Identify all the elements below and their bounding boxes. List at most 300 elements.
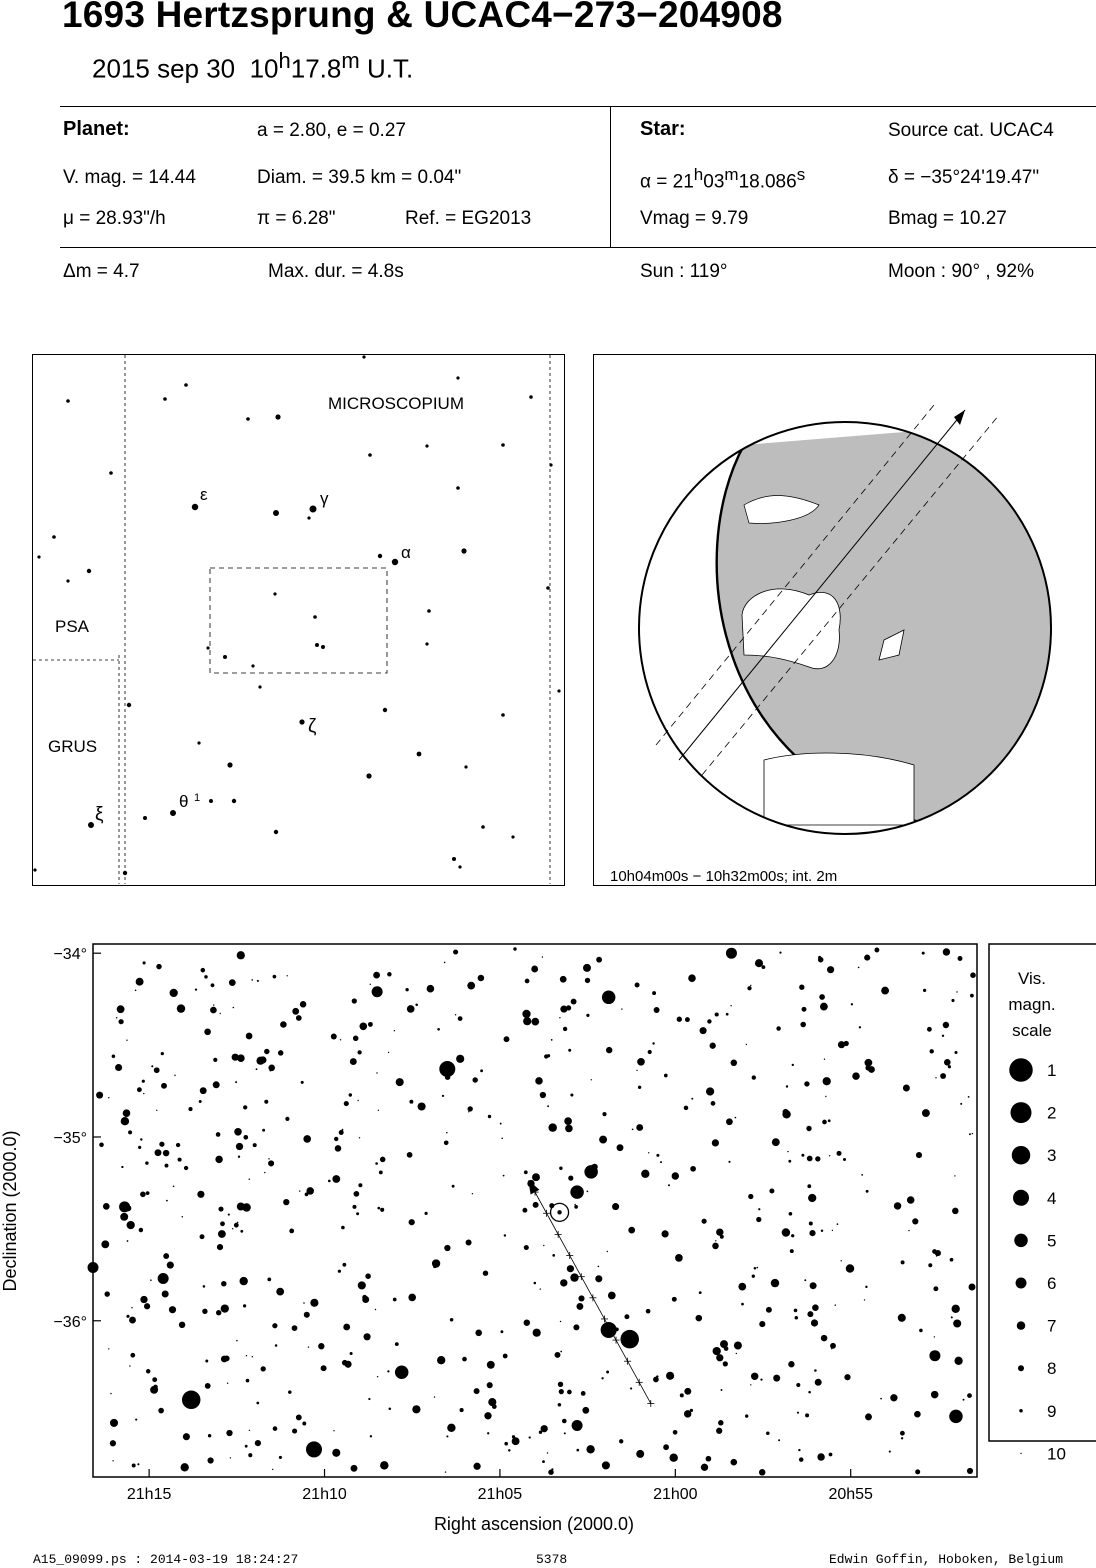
field-star bbox=[362, 1296, 369, 1303]
field-star bbox=[170, 989, 178, 997]
field-star bbox=[567, 1390, 572, 1395]
field-star bbox=[388, 1052, 389, 1053]
x-axis-label: Right ascension (2000.0) bbox=[433, 1514, 635, 1534]
field-star bbox=[425, 1212, 428, 1215]
bright-star bbox=[949, 1410, 963, 1424]
field-star bbox=[710, 1043, 716, 1049]
field-star bbox=[205, 1360, 208, 1363]
field-star bbox=[351, 1465, 358, 1472]
field-star bbox=[663, 1444, 669, 1450]
finder-star bbox=[163, 397, 167, 401]
finder-star bbox=[452, 857, 456, 861]
field-star bbox=[303, 1302, 305, 1304]
field-star bbox=[755, 959, 763, 967]
field-star bbox=[230, 1457, 231, 1458]
field-star bbox=[706, 1456, 712, 1462]
field-star bbox=[677, 1017, 682, 1022]
field-star bbox=[935, 1077, 936, 1078]
field-star bbox=[691, 1098, 693, 1100]
field-star bbox=[270, 1070, 272, 1072]
field-star bbox=[248, 1453, 252, 1457]
finder-star bbox=[33, 868, 36, 871]
field-star bbox=[972, 1133, 973, 1134]
field-star bbox=[532, 1173, 540, 1181]
field-star bbox=[654, 1007, 660, 1013]
field-star bbox=[799, 985, 804, 990]
field-star bbox=[922, 952, 925, 955]
field-star bbox=[492, 1404, 497, 1409]
field-star bbox=[851, 1003, 853, 1005]
legend-dot bbox=[1018, 1365, 1024, 1371]
finder-star bbox=[392, 559, 398, 565]
field-star bbox=[142, 1080, 145, 1083]
field-star bbox=[828, 1119, 831, 1122]
field-star bbox=[748, 1194, 753, 1199]
field-star bbox=[576, 1303, 583, 1310]
star-label-zeta: ζ bbox=[308, 716, 317, 737]
field-star bbox=[455, 1014, 456, 1015]
magnitude-legend-frame bbox=[989, 944, 1096, 1441]
field-star bbox=[184, 1166, 188, 1170]
field-star bbox=[865, 1286, 867, 1288]
field-star bbox=[130, 1353, 135, 1358]
field-star bbox=[218, 1207, 223, 1212]
x-tick-label: 21h00 bbox=[653, 1486, 698, 1503]
field-star bbox=[922, 1109, 930, 1117]
field-star bbox=[831, 1348, 832, 1349]
field-star bbox=[630, 1387, 632, 1389]
field-star bbox=[738, 1283, 746, 1291]
finder-star bbox=[143, 816, 147, 820]
field-star bbox=[165, 1164, 169, 1168]
finder-star bbox=[66, 579, 69, 582]
x-tick-label: 20h55 bbox=[828, 1486, 873, 1503]
field-star bbox=[140, 1296, 147, 1303]
field-star bbox=[560, 976, 567, 983]
field-star bbox=[968, 1096, 970, 1098]
field-star bbox=[821, 1229, 823, 1231]
field-star bbox=[821, 1335, 827, 1341]
field-star bbox=[201, 968, 206, 973]
field-star bbox=[852, 1072, 860, 1080]
field-star bbox=[638, 1086, 641, 1089]
field-star bbox=[272, 1323, 277, 1328]
field-star bbox=[814, 1369, 817, 1372]
finder-star bbox=[511, 835, 514, 838]
field-star bbox=[445, 1471, 446, 1472]
field-star bbox=[846, 1264, 854, 1272]
field-star bbox=[635, 983, 640, 988]
field-star bbox=[795, 1316, 799, 1320]
field-star bbox=[804, 1279, 806, 1281]
finder-star bbox=[501, 713, 505, 717]
earth-globe bbox=[594, 355, 1094, 884]
field-star bbox=[690, 1166, 696, 1172]
field-star bbox=[237, 1203, 245, 1211]
header-divider bbox=[610, 106, 611, 247]
field-star bbox=[377, 1376, 378, 1377]
field-star bbox=[747, 986, 751, 990]
field-star bbox=[866, 1190, 869, 1193]
field-star bbox=[368, 1398, 370, 1400]
field-star bbox=[832, 1230, 833, 1231]
field-star bbox=[167, 1262, 174, 1269]
globe-panel bbox=[593, 354, 1096, 886]
field-star bbox=[890, 1394, 897, 1401]
field-star bbox=[243, 1105, 247, 1109]
legend-title-line: Vis. bbox=[1017, 969, 1047, 988]
field-star bbox=[547, 1452, 548, 1453]
field-star bbox=[837, 1223, 839, 1225]
field-star bbox=[358, 1183, 362, 1187]
footer-author: Edwin Goffin, Hoboken, Belgium bbox=[829, 1552, 1064, 1567]
field-star bbox=[568, 1176, 573, 1181]
field-star bbox=[898, 1314, 906, 1322]
field-star bbox=[715, 1240, 716, 1241]
bright-star bbox=[439, 1061, 455, 1077]
field-star bbox=[660, 1161, 662, 1163]
field-star bbox=[688, 974, 696, 982]
field-star bbox=[285, 1117, 289, 1121]
bright-star bbox=[929, 1350, 940, 1361]
field-star bbox=[204, 975, 207, 978]
field-star bbox=[304, 1312, 310, 1318]
finder-star bbox=[87, 569, 91, 573]
field-star bbox=[359, 1022, 367, 1030]
field-star bbox=[796, 1383, 800, 1387]
field-star bbox=[256, 1068, 258, 1070]
field-star bbox=[702, 1219, 707, 1224]
field-star bbox=[963, 1399, 965, 1401]
field-star bbox=[233, 1007, 235, 1009]
field-star bbox=[129, 1365, 130, 1366]
field-star bbox=[621, 1008, 622, 1009]
field-star bbox=[332, 1175, 340, 1183]
field-star bbox=[942, 1035, 944, 1037]
field-star bbox=[226, 1430, 232, 1436]
field-star bbox=[706, 1087, 714, 1095]
field-star bbox=[868, 1066, 875, 1073]
field-star bbox=[758, 1208, 760, 1210]
field-star bbox=[365, 1273, 371, 1279]
planet-diameter: Diam. = 39.5 km = 0.04" bbox=[257, 167, 462, 188]
finder-star bbox=[368, 453, 372, 457]
star-ra-hours: α = 21 bbox=[640, 171, 694, 193]
field-star bbox=[778, 1439, 780, 1441]
field-star bbox=[393, 1298, 397, 1302]
field-star bbox=[375, 1309, 376, 1310]
field-star bbox=[782, 1228, 790, 1236]
field-star bbox=[531, 1018, 539, 1026]
finder-star bbox=[383, 708, 387, 712]
field-star bbox=[943, 1022, 949, 1028]
field-star bbox=[354, 1191, 360, 1197]
event-hour: 10 bbox=[249, 53, 279, 84]
star-source-catalog: Source cat. UCAC4 bbox=[888, 120, 1054, 141]
field-stars bbox=[96, 947, 976, 1475]
finder-star bbox=[66, 399, 70, 403]
field-star bbox=[151, 1065, 153, 1067]
field-star bbox=[568, 1049, 571, 1052]
field-star bbox=[700, 1027, 707, 1034]
field-star bbox=[948, 1065, 951, 1068]
field-star bbox=[138, 1146, 141, 1149]
field-star bbox=[268, 1158, 269, 1159]
field-star bbox=[562, 1419, 567, 1424]
field-star bbox=[150, 1386, 158, 1394]
field-star bbox=[903, 1085, 910, 1092]
field-star bbox=[200, 1234, 205, 1239]
field-star bbox=[797, 1412, 799, 1414]
field-star bbox=[249, 1178, 251, 1180]
event-timescale: U.T. bbox=[366, 53, 414, 84]
legend-title-line: scale bbox=[1012, 1021, 1052, 1040]
field-star bbox=[350, 1058, 357, 1065]
field-star bbox=[598, 1266, 600, 1268]
field-star bbox=[950, 1258, 954, 1262]
field-star bbox=[126, 1315, 129, 1318]
field-star bbox=[912, 1218, 918, 1224]
field-star bbox=[637, 1058, 645, 1066]
field-star bbox=[108, 1097, 109, 1098]
field-star bbox=[559, 1389, 564, 1394]
field-star bbox=[558, 1382, 563, 1387]
finder-star bbox=[184, 383, 188, 387]
field-star bbox=[487, 1432, 489, 1434]
field-star bbox=[500, 1330, 503, 1333]
field-star bbox=[409, 1100, 413, 1104]
field-star bbox=[712, 1139, 719, 1146]
field-star bbox=[238, 1156, 240, 1158]
field-star bbox=[156, 1110, 157, 1111]
field-star bbox=[178, 1158, 182, 1162]
finder-star bbox=[481, 825, 485, 829]
planet-motion: μ = 28.93"/h bbox=[63, 208, 166, 229]
field-star bbox=[112, 1460, 113, 1461]
finder-star bbox=[232, 799, 236, 803]
field-star bbox=[200, 1087, 207, 1094]
field-star bbox=[769, 1188, 774, 1193]
field-star bbox=[656, 1154, 659, 1157]
field-star bbox=[275, 1344, 278, 1347]
field-star bbox=[805, 1413, 809, 1417]
field-star bbox=[478, 975, 485, 982]
field-star bbox=[547, 1105, 549, 1107]
field-star bbox=[731, 1060, 738, 1067]
legend-title-line: magn. bbox=[1008, 995, 1056, 1014]
field-star bbox=[110, 1393, 111, 1394]
field-star bbox=[387, 972, 392, 977]
field-star bbox=[759, 1321, 765, 1327]
field-star bbox=[139, 1228, 143, 1232]
field-star bbox=[720, 1235, 724, 1239]
field-star bbox=[359, 1137, 360, 1138]
field-star bbox=[829, 1453, 833, 1457]
field-star bbox=[376, 1072, 377, 1073]
field-star bbox=[110, 1440, 116, 1446]
field-star bbox=[970, 972, 976, 978]
field-star bbox=[648, 1050, 652, 1054]
field-star bbox=[766, 1431, 770, 1435]
field-star bbox=[624, 1314, 629, 1319]
field-star bbox=[246, 1033, 253, 1040]
field-star bbox=[954, 1357, 962, 1365]
field-star bbox=[232, 1228, 233, 1229]
finder-star bbox=[197, 741, 200, 744]
field-star bbox=[901, 1437, 903, 1439]
field-star bbox=[407, 1152, 413, 1158]
field-star bbox=[954, 1175, 955, 1176]
field-star bbox=[807, 1156, 813, 1162]
field-star bbox=[140, 1191, 146, 1197]
field-star bbox=[726, 1013, 729, 1016]
finder-star bbox=[192, 504, 198, 510]
field-star bbox=[357, 1050, 361, 1054]
field-star bbox=[264, 1172, 265, 1173]
field-star bbox=[375, 1162, 378, 1165]
field-star bbox=[773, 1375, 780, 1382]
field-star bbox=[221, 1304, 229, 1312]
field-star bbox=[331, 1034, 337, 1040]
field-star bbox=[815, 1156, 820, 1161]
field-star bbox=[121, 1166, 123, 1168]
field-star bbox=[444, 962, 446, 964]
page-title: 1693 Hertzsprung & UCAC4−273−204908 bbox=[62, 0, 783, 35]
field-star bbox=[452, 1185, 455, 1188]
field-star bbox=[205, 1383, 211, 1389]
field-star bbox=[558, 1403, 562, 1407]
field-star bbox=[699, 1291, 702, 1294]
field-star bbox=[163, 1150, 169, 1156]
sun-elongation: Sun : 119° bbox=[640, 261, 728, 282]
star-label-alpha: α bbox=[401, 543, 411, 562]
field-star bbox=[800, 1022, 806, 1028]
field-star bbox=[646, 1309, 651, 1314]
star-bmag: Bmag = 10.27 bbox=[888, 208, 1007, 229]
planet-reference: Ref. = EG2013 bbox=[405, 208, 532, 229]
constellation-label: GRUS bbox=[48, 737, 98, 756]
field-star bbox=[437, 1356, 445, 1364]
field-star bbox=[433, 1265, 437, 1269]
legend-label: 5 bbox=[1047, 1231, 1057, 1251]
field-star bbox=[829, 1155, 830, 1156]
field-star bbox=[523, 1017, 531, 1025]
field-star bbox=[756, 1217, 761, 1222]
field-star bbox=[711, 1101, 716, 1106]
field-star bbox=[548, 1469, 553, 1474]
field-star bbox=[116, 1017, 118, 1019]
legend-label: 9 bbox=[1047, 1401, 1057, 1421]
field-star bbox=[864, 1299, 865, 1300]
field-star bbox=[349, 1093, 352, 1096]
field-star bbox=[612, 1203, 619, 1210]
field-star bbox=[462, 1357, 467, 1362]
field-star bbox=[472, 1193, 473, 1194]
finder-star bbox=[274, 830, 278, 834]
field-star bbox=[757, 1267, 759, 1269]
bright-star bbox=[570, 1185, 584, 1199]
y-tick-label: −34° bbox=[53, 946, 87, 964]
field-star bbox=[542, 956, 543, 957]
legend-dot bbox=[1009, 1058, 1033, 1082]
moon-info: Moon : 90° , 92% bbox=[888, 261, 1034, 282]
field-star bbox=[335, 1145, 342, 1152]
field-star bbox=[809, 1222, 813, 1226]
finder-star bbox=[127, 703, 131, 707]
field-star bbox=[513, 947, 516, 950]
field-star bbox=[146, 1191, 150, 1195]
field-star bbox=[350, 1352, 353, 1355]
field-star bbox=[177, 1004, 185, 1012]
y-axis-ticks bbox=[53, 946, 101, 1331]
field-star bbox=[394, 1030, 395, 1031]
field-star bbox=[220, 1221, 225, 1226]
field-star bbox=[817, 1453, 824, 1460]
field-star bbox=[395, 1342, 399, 1346]
field-star bbox=[958, 956, 963, 961]
field-star bbox=[272, 1469, 273, 1470]
field-star bbox=[251, 979, 253, 981]
field-star bbox=[332, 1449, 340, 1457]
field-star bbox=[952, 1305, 960, 1313]
field-star bbox=[474, 1388, 480, 1394]
field-star bbox=[668, 1184, 670, 1186]
field-star bbox=[179, 1322, 185, 1328]
legend-label: 1 bbox=[1047, 1061, 1057, 1080]
field-star bbox=[299, 1190, 300, 1191]
field-star bbox=[844, 1041, 849, 1046]
field-star bbox=[801, 1154, 804, 1157]
field-star bbox=[156, 964, 161, 969]
field-star bbox=[662, 1230, 669, 1237]
field-star bbox=[602, 1461, 610, 1469]
field-star bbox=[578, 1295, 584, 1301]
field-star bbox=[466, 1240, 472, 1246]
field-star bbox=[914, 1411, 921, 1418]
finder-star bbox=[52, 535, 56, 539]
field-star bbox=[954, 1051, 957, 1054]
field-star bbox=[342, 1263, 346, 1267]
field-star bbox=[792, 1064, 794, 1066]
field-star bbox=[310, 1299, 318, 1307]
field-star bbox=[273, 1426, 278, 1431]
field-star bbox=[287, 975, 288, 976]
field-star bbox=[370, 984, 371, 985]
field-star bbox=[173, 1185, 175, 1187]
planet-heading: Planet: bbox=[63, 118, 130, 140]
legend-dot bbox=[1020, 1453, 1021, 1454]
field-star bbox=[596, 957, 602, 963]
planet-parallax: π = 6.28" bbox=[257, 208, 336, 229]
field-star bbox=[648, 1152, 649, 1153]
field-star bbox=[215, 1156, 222, 1163]
star-label-theta: θ bbox=[179, 792, 189, 811]
field-star bbox=[161, 1083, 167, 1089]
field-star bbox=[232, 1054, 239, 1061]
finder-star bbox=[557, 689, 560, 692]
field-star bbox=[827, 966, 834, 973]
bright-star bbox=[601, 1322, 617, 1338]
legend-label: 7 bbox=[1047, 1316, 1057, 1336]
field-star bbox=[807, 1311, 813, 1317]
field-star bbox=[900, 1431, 905, 1436]
field-star bbox=[952, 1208, 959, 1215]
field-star bbox=[460, 1408, 464, 1412]
ra-h-unit: h bbox=[693, 165, 704, 184]
finder-star bbox=[417, 752, 422, 757]
field-star bbox=[434, 1396, 435, 1397]
magnitude-drop: Δm = 4.7 bbox=[63, 261, 140, 282]
